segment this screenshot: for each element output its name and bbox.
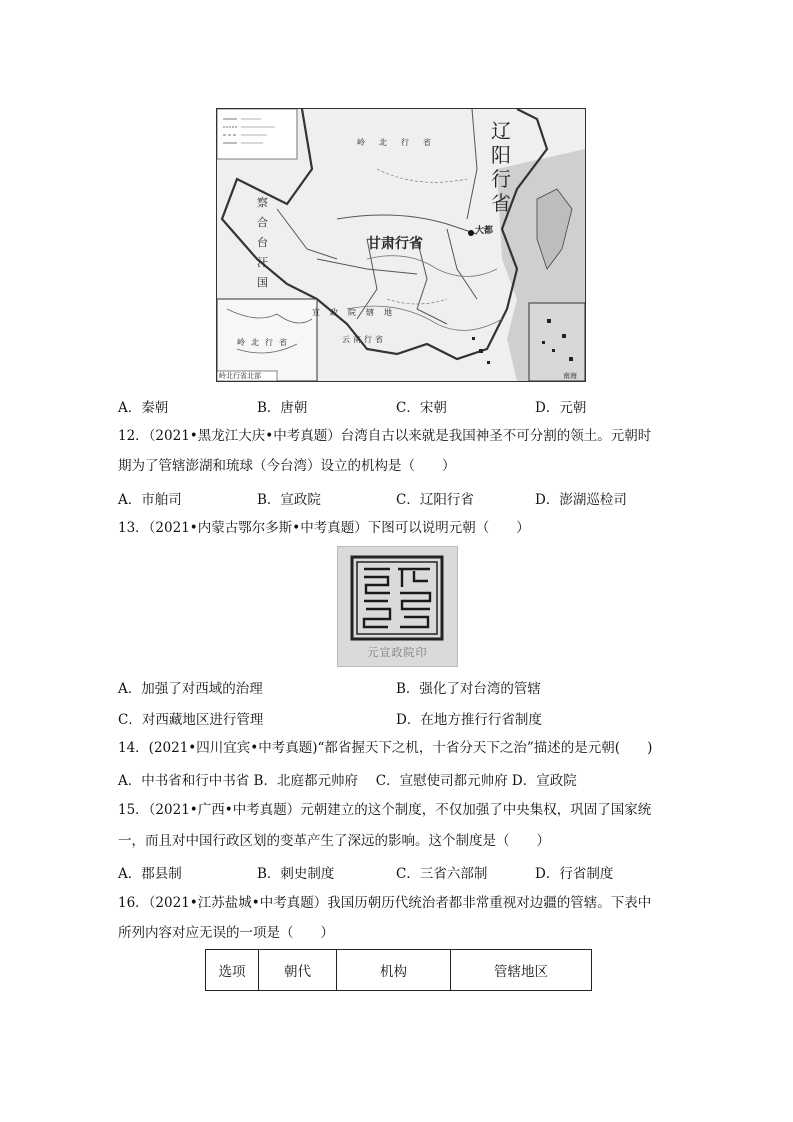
q16-table: [205, 949, 592, 991]
seal-caption: 元宣政院印: [367, 646, 428, 659]
map-label-ocean: 南海: [563, 372, 577, 380]
map-label-yunnan: 云南行省: [342, 335, 386, 344]
q12-option-b[interactable]: B．宣政院: [257, 492, 321, 508]
q11-option-b[interactable]: B．唐朝: [257, 400, 308, 416]
q11-option-c[interactable]: C．宋朝: [396, 400, 447, 416]
map-label-chagatai: 察合台汗国: [257, 196, 268, 289]
q13-option-a[interactable]: A．加强了对西域的治理: [118, 681, 263, 697]
q15-option-a[interactable]: A．郡县制: [118, 866, 182, 882]
map-label-dadu: 大都: [475, 226, 494, 236]
q15-option-b[interactable]: B．刺史制度: [257, 866, 335, 882]
q12-stem-line1: 12．（2021•黑龙江大庆•中考真题）台湾自古以来就是我国神圣不可分割的领土。元朝时: [118, 428, 652, 444]
q12-option-c[interactable]: C．辽阳行省: [396, 492, 474, 508]
map-label-liaoyang: 辽阳行省: [491, 119, 511, 215]
q12-option-d[interactable]: D．澎湖巡检司: [535, 492, 627, 508]
q16-stem-line2: 所列内容对应无误的一项是（ ）: [118, 925, 334, 941]
q15-option-c[interactable]: C．三省六部制: [396, 866, 488, 882]
map-inset-title: 岭北行省北部: [219, 372, 261, 380]
seal-pattern: [338, 547, 457, 647]
q13-option-d[interactable]: D．在地方推行行省制度: [396, 712, 542, 728]
q11-option-d[interactable]: D．元朝: [535, 400, 587, 416]
table-header-row: [206, 950, 592, 991]
seal-image: [337, 546, 458, 667]
table-header-cell: 机构: [337, 950, 451, 991]
q14-stem-line1: 14．(2021•四川宜宾•中考真题)“都省握天下之机，十省分天下之治”描述的是元朝( ): [118, 740, 653, 756]
table-header-cell: 管辖地区: [451, 950, 592, 991]
q15-stem-line2: 一，而且对中国行政区划的变革产生了深远的影响。这个制度是（ ）: [118, 833, 550, 849]
q13-option-b[interactable]: B．强化了对台湾的管辖: [396, 681, 541, 697]
q11-option-a[interactable]: A．秦朝: [118, 400, 169, 416]
map-label-xuanzheng: 宣政院辖地: [312, 308, 402, 317]
q13-option-c[interactable]: C．对西藏地区进行管理: [118, 712, 264, 728]
q15-option-d[interactable]: D．行省制度: [535, 866, 614, 882]
table-header-cell: 朝代: [259, 950, 337, 991]
q14-options[interactable]: A．中书省和行中书省 B．北庭都元帅府 C．宣慰使司都元帅府 D．宣政院: [118, 773, 577, 789]
map-label-lingbei-inset: 岭北行省: [237, 338, 293, 347]
map-label-gansu: 甘肃行省: [367, 236, 423, 252]
q13-stem-line1: 13．（2021•内蒙古鄂尔多斯•中考真题）下图可以说明元朝（ ）: [118, 520, 530, 536]
q16-stem-line1: 16．（2021•江苏盐城•中考真题）我国历朝历代统治者都非常重视对边疆的管辖。下表中: [118, 895, 652, 911]
q12-stem-line2: 期为了管辖澎湖和琉球（今台湾）设立的机构是（ ）: [118, 458, 456, 474]
yuan-map-image: [216, 108, 586, 382]
q15-stem-line1: 15．（2021•广西•中考真题）元朝建立的这个制度，不仅加强了中央集权，巩固了国家统: [118, 802, 652, 818]
q12-option-a[interactable]: A．市舶司: [118, 492, 182, 508]
table-header-cell: 选项: [206, 950, 259, 991]
map-label-lingbei: 岭北行省: [357, 138, 445, 147]
